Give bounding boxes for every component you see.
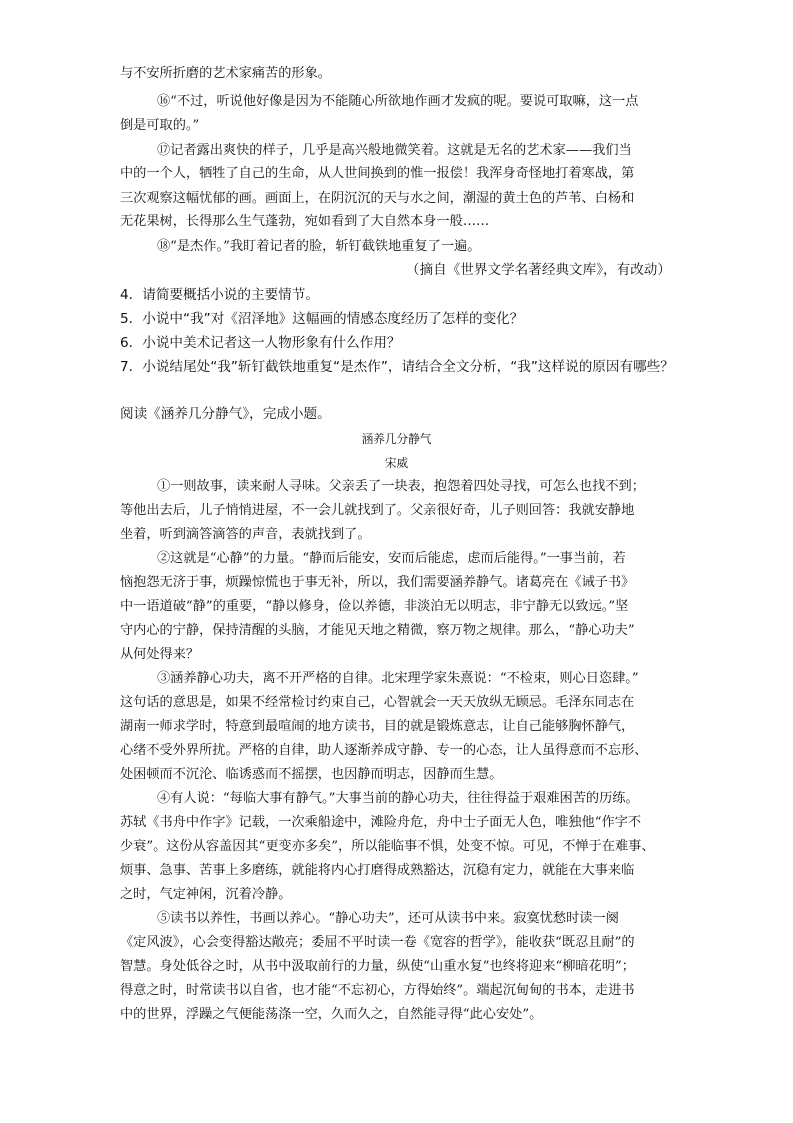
- paragraph-17-line-2: 中的一个人，牺牲了自己的生命，从人世间换到的惟一报偿！我浑身奇怪地打着寒战，第: [120, 166, 635, 181]
- paragraph-5-line-2: 《定风波》，心会变得豁达敞亮；委屈不平时读一卷《宽容的哲学》，能收获“既忍且耐”的: [120, 935, 635, 950]
- source-citation: （摘自《世界文学名著经典文库》，有改动）: [405, 262, 671, 278]
- paragraph-5-line-3: 智慧。身处低谷之时，从书中汲取前行的力量，纵使“山重水复”也终将迎来“柳暗花明”；: [120, 959, 635, 974]
- question-4: 4．请简要概括小说的主要情节。: [120, 287, 319, 303]
- paragraph-4-line-1: ④有人说：“每临大事有静气。”大事当前的静心功夫，往往得益于艰难困苦的历练。: [157, 791, 639, 806]
- paragraph-17-line-1: ⑰记者露出爽快的样子，几乎是高兴般地微笑着。这就是无名的艺术家——我们当: [157, 143, 632, 158]
- paragraph-16-line-1: ⑯“不过，听说他好像是因为不能随心所欲地作画才发疯的呢。要说可取嘛，这一点: [157, 94, 639, 109]
- paragraph-17-line-3: 三次观察这幅忧郁的画。画面上，在阴沉沉的天与水之间，潮湿的黄土色的芦苇、白杨和: [120, 191, 635, 206]
- paragraph-5-line-5: 中的世界，浮躁之气便能荡涤一空，久而久之，自然能寻得“此心安处”。: [120, 1007, 543, 1022]
- paragraph-1-line-1: ①一则故事，读来耐人寻味。父亲丢了一块表，抱怨着四处寻找，可怎么也找不到；: [157, 479, 645, 494]
- paragraph-5-line-1: ⑤读书以养性，书画以养心。“静心功夫”，还可从读书中来。寂寞忧愁时读一阕: [157, 911, 619, 926]
- paragraph-2-line-5: 从何处得来？: [120, 647, 200, 662]
- paragraph-4-line-3: 少衰”。这份从容盖因其“更变亦多矣”，所以能临事不惧，处变不惊。可见，不惮于在难事、: [120, 839, 655, 854]
- question-5: 5．小说中“我”对《沼泽地》这幅画的情感态度经历了怎样的变化？: [120, 311, 524, 327]
- paragraph-17-line-4: 无花果树，长得那么生气蓬勃，宛如看到了大自然本身一般……: [120, 214, 490, 229]
- paragraph-2-line-3: 中一语道破“静”的重要，“静以修身，俭以养德，非淡泊无以明志，非宁静无以致远。”坚: [120, 599, 629, 614]
- paragraph-1-line-2: 等他出去后，儿子悄悄进屋，不一会儿就找到了。父亲很好奇，儿子则回答：我就安静地: [120, 503, 635, 518]
- article-author: 宋威: [384, 456, 409, 470]
- paragraph-3-line-2: 这句话的意思是，如果不经常检讨约束自己，心智就会一天天放纵无顾忌。毛泽东同志在: [120, 695, 635, 710]
- paragraph-18: ⑱“是杰作。”我盯着记者的脸，斩钉截铁地重复了一遍。: [157, 239, 481, 254]
- paragraph-3-line-4: 心绪不受外界所扰。严格的自律，助人逐渐养成守静、专一的心态，让人虽得意而不忘形、: [120, 743, 648, 758]
- question-6: 6．小说中美术记者这一人物形象有什么作用？: [120, 335, 401, 351]
- paragraph-5-line-4: 得意之时，时常读书以自省，也才能“不忘初心，方得始终”。端起沉甸甸的书本，走进书: [120, 983, 635, 998]
- paragraph-3-line-1: ③涵养静心功夫，离不开严格的自律。北宋理学家朱熹说：“不检束，则心日恣肆。”: [157, 671, 639, 686]
- paragraph-3-line-3: 湖南一师求学时，特意到最喧闹的地方读书，目的就是锻炼意志，让自己能够胸怀静气，: [120, 719, 635, 734]
- paragraph-2-line-2: 恼抱怨无济于事，烦躁惊慌也于事无补，所以，我们需要涵养静气。诸葛亮在《诫子书》: [120, 575, 635, 590]
- story-line: 与不安所折磨的艺术家痛苦的形象。: [120, 66, 331, 81]
- article-title: 涵养几分静气: [361, 432, 432, 446]
- paragraph-1-line-3: 坐着，听到滴答滴答的声音，表就找到了。: [120, 527, 371, 542]
- paragraph-4-line-2: 苏轼《书舟中作字》记载，一次乘船途中，滩险舟危，舟中士子面无人色，唯独他“作字不: [120, 815, 642, 830]
- paragraph-3-line-5: 处困顿而不沉沦、临诱惑而不摇摆，也因静而明志，因静而生慧。: [120, 767, 503, 782]
- paragraph-2-line-4: 守内心的宁静，保持清醒的头脑，才能见天地之精微，察万物之规律。那么，“静心功夫”: [120, 623, 635, 638]
- question-7: 7．小说结尾处“我”斩钉截铁地重复“是杰作”，请结合全文分析，“我”这样说的原因有哪些？: [120, 359, 674, 375]
- paragraph-4-line-5: 之时，气定神闲，沉着冷静。: [120, 887, 292, 902]
- paragraph-4-line-4: 烦事、急事、苦事上多磨练，就能将内心打磨得成熟豁达，沉稳有定力，就能在大事来临: [120, 863, 635, 878]
- reading-instruction: 阅读《涵养几分静气》，完成小题。: [120, 406, 331, 422]
- paragraph-16-line-2: 倒是可取的。”: [120, 118, 200, 133]
- paragraph-2-line-1: ②这就是“心静”的力量。“静而后能安，安而后能虑，虑而后能得。”一事当前，若: [157, 551, 626, 566]
